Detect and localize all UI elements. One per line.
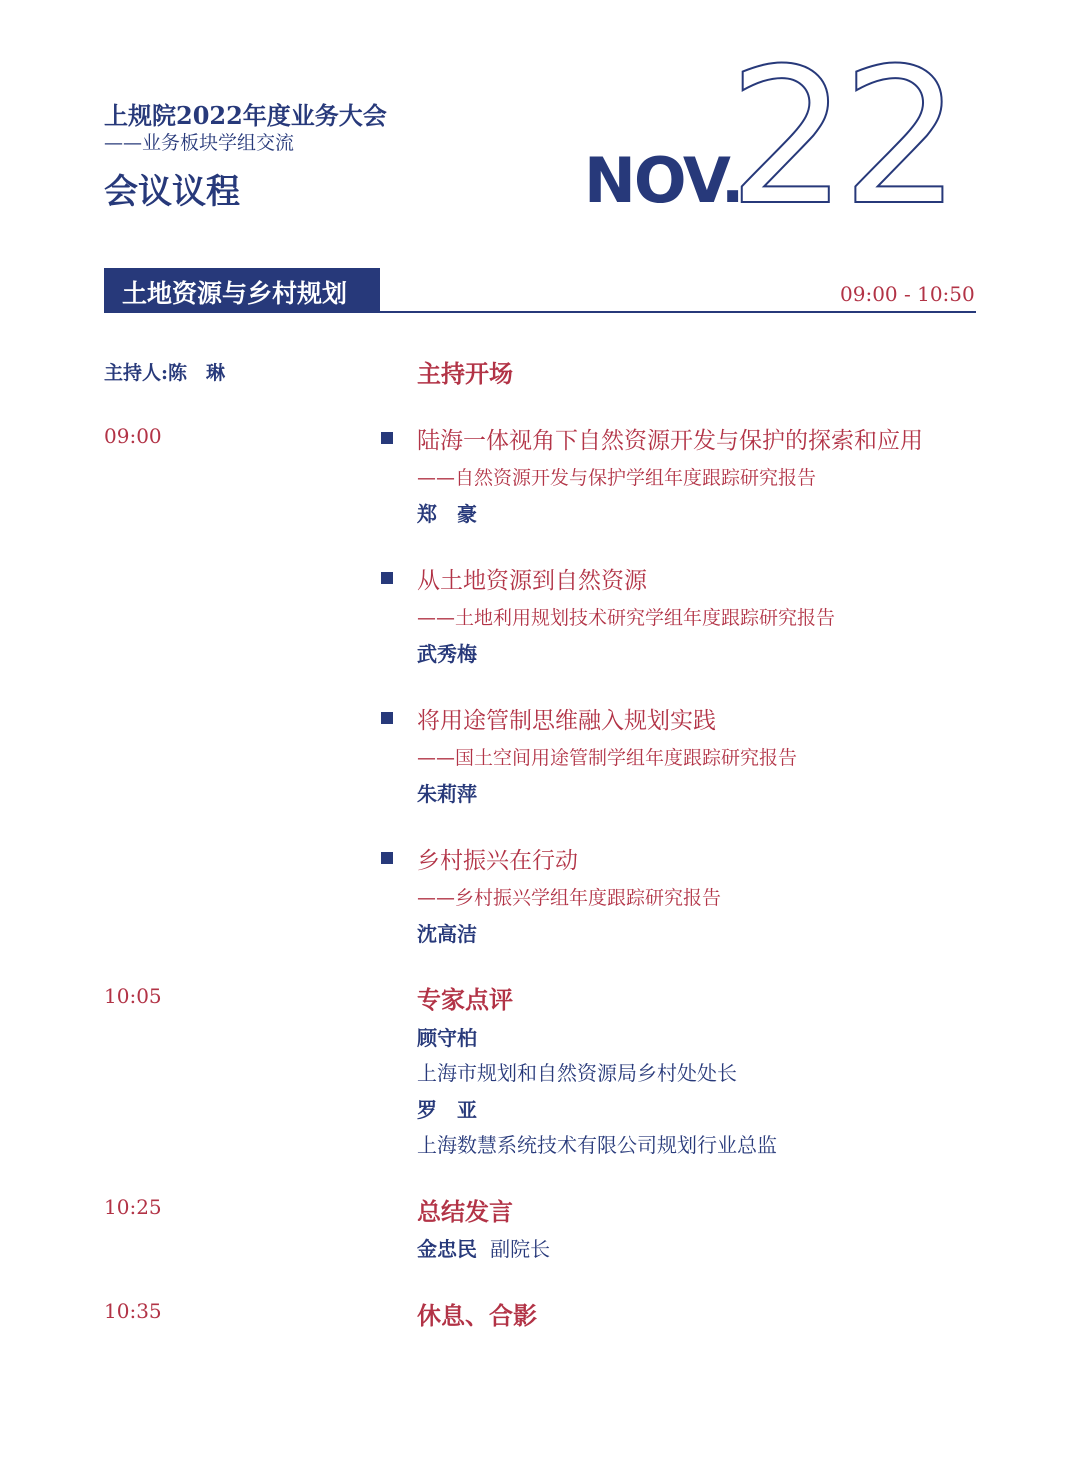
summary-speaker: 金忠民 (417, 1237, 477, 1261)
talk-subtitle: ——自然资源开发与保护学组年度跟踪研究报告 (417, 467, 817, 489)
conference-title: 上规院2022年度业务大会 (104, 101, 387, 130)
talk-speaker: 沈高洁 (417, 922, 477, 946)
summary-time: 10:25 (104, 1195, 162, 1219)
talk-title: 乡村振兴在行动 (417, 848, 578, 874)
summary-heading: 总结发言 (417, 1198, 513, 1226)
conference-subtitle: ——业务板块学组交流 (104, 132, 295, 154)
bullet-icon (381, 712, 393, 724)
talk-title: 陆海一体视角下自然资源开发与保护的探索和应用 (417, 428, 923, 454)
host-item: 主持开场 (417, 360, 513, 388)
expert-role: 上海数慧系统技术有限公司规划行业总监 (417, 1133, 777, 1157)
expert-name: 罗 亚 (417, 1098, 477, 1122)
talk-speaker: 郑 豪 (417, 502, 477, 526)
host-label: 主持人:陈 琳 (104, 362, 226, 384)
section-title: 土地资源与乡村规划 (122, 279, 348, 308)
expert-name: 顾守柏 (417, 1026, 477, 1050)
bullet-icon (381, 852, 393, 864)
review-heading: 专家点评 (417, 986, 513, 1014)
break-heading: 休息、合影 (417, 1302, 537, 1330)
section-divider (104, 311, 976, 313)
bullet-icon (381, 572, 393, 584)
talk-speaker: 武秀梅 (417, 642, 477, 666)
summary-speaker-role: 副院长 (490, 1237, 551, 1261)
date-graphic (580, 44, 980, 214)
section-time: 09:00 - 10:50 (840, 282, 975, 306)
break-time: 10:35 (104, 1299, 162, 1323)
date-day: 22 (728, 44, 956, 214)
expert-role: 上海市规划和自然资源局乡村处处长 (417, 1061, 737, 1085)
talk-subtitle: ——乡村振兴学组年度跟踪研究报告 (417, 887, 722, 909)
summary-speaker-line (417, 1233, 550, 1262)
date-month: NOV. (584, 144, 743, 214)
talk-title: 从土地资源到自然资源 (417, 568, 647, 594)
talk-title: 将用途管制思维融入规划实践 (417, 708, 716, 734)
talk-subtitle: ——土地利用规划技术研究学组年度跟踪研究报告 (417, 607, 836, 629)
talk-speaker: 朱莉萍 (417, 782, 477, 806)
talk-subtitle: ——国土空间用途管制学组年度跟踪研究报告 (417, 747, 798, 769)
agenda-title: 会议议程 (104, 172, 240, 212)
bullet-icon (381, 432, 393, 444)
talks-time: 09:00 (104, 424, 162, 448)
review-time: 10:05 (104, 984, 162, 1008)
